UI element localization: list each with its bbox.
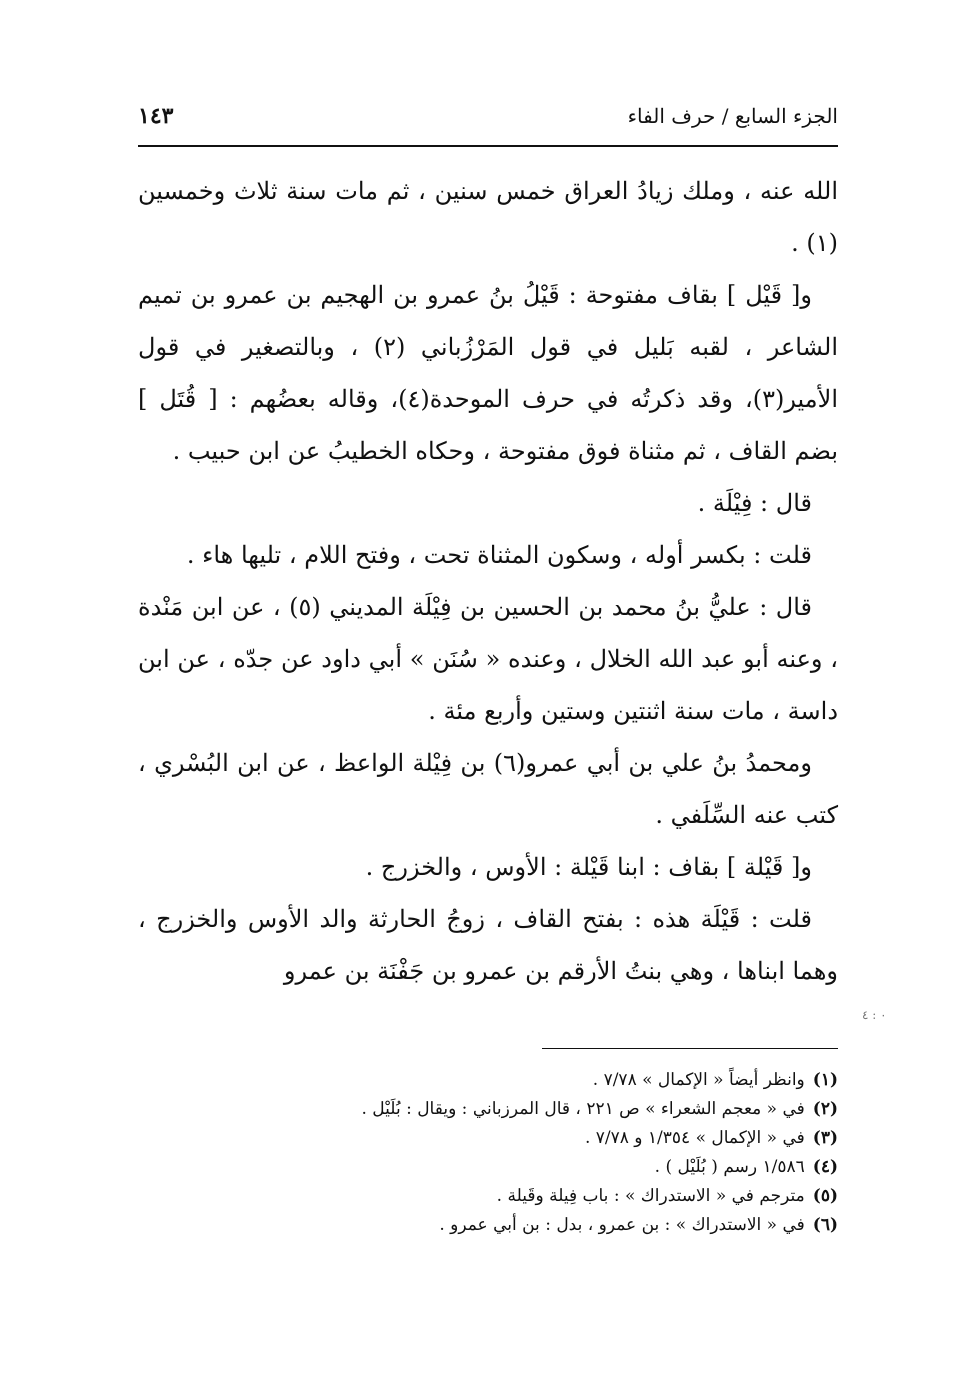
paragraph: الله عنه ، وملك زيادُ العراق خمس سنين ، ثم مات سنة ثلاث وخمسين (١) . [138,177,838,257]
header-rule [138,145,838,147]
footnote-text: في « الإكمال » ١/٣٥٤ و ٧/٧٨ . [584,1128,805,1148]
page-number: ١٤٣ [138,103,174,129]
footnote [138,1182,838,1211]
footnote-text: في « الاستدراك » : بن عمرو ، بدل : بن أبي عمرو . [439,1215,805,1235]
footnote-number: (١) [812,1070,838,1090]
footnote-text: في « معجم الشعراء » ص ٢٢١ ، قال المرزباني : ويقال : بُلَيْل . [361,1099,805,1119]
footnote-text: ١/٥٨٦ رسم ( بُلَيْل ) . [654,1157,805,1177]
footnote [138,1124,838,1153]
footnote [138,1211,838,1240]
footnote-number: (٣) [812,1128,838,1148]
paragraph: و[ قَيْلة ] بقاف : ابنا قَيْلة : الأوس ، والخزرج . [365,853,812,881]
footnote-number: (٦) [812,1215,838,1235]
margin-marks: ٠ : ٤ [862,1008,887,1022]
footnotes [138,1066,838,1240]
paragraph: قال : فِيْلَة . [697,489,812,517]
paragraph: و[ قَيْل ] بقاف مفتوحة : قَيْلُ بنُ عمرو بن الهجيم بن عمرو بن تميم الشاعر ، لقبه بَليل في قول المَرْزُباني (٢) ، وبالتصغير في قول الأمير(٣)، وقد ذكرتُه في حرف الموحدة(٤)، وقاله بعضُهم : [ قُتَل ] بضم القاف ، ثم مثناة فوق مفتوحة ، وحكاه الخطيبُ عن ابن حبيب . [138,281,839,465]
paragraph: قلت : قَيْلَة هذه : بفتح القاف ، زوجُ الحارثة والد الأوس والخزرج ، وهما ابناها ، وهي بنتُ الأرقم بن عمرو بن جَفْنَة بن عمرو [138,905,838,985]
footnote-number: (٥) [812,1186,838,1206]
footnote-number: (٤) [812,1157,838,1177]
footnote [138,1066,838,1095]
footnote [138,1153,838,1182]
page-header [138,96,838,136]
footnote-text: وانظر أيضاً « الإكمال » ٧/٧٨ . [592,1070,805,1090]
paragraph: قلت : بكسر أوله ، وسكون المثناة تحت ، وفتح اللام ، تليها هاء . [186,541,812,569]
paragraph: قال : عليُّ بنُ محمد بن الحسين بن فِيْلَة المديني (٥) ، عن ابن مَنْدة ، وعنه أبو عبد الله الخلال ، وعنده « سُنَن » أبي داود عن جدّه ، عن ابن داسة ، مات سنة اثنتين وستين وأربع مئة . [138,593,838,725]
footnote-rule [542,1048,838,1049]
running-title: الجزء السابع / حرف الفاء [627,104,838,128]
footnote [138,1095,838,1124]
main-text [138,165,838,997]
paragraph: ومحمدُ بنُ علي بن أبي عمرو(٦) بن فِيْلة الواعظ ، عن ابن البُسْري ، كتب عنه السِّلَفي . [138,749,838,829]
footnote-text: مترجم في « الاستدراك » : باب فِيلة وقَيلة . [496,1186,805,1206]
footnote-number: (٢) [812,1099,838,1119]
